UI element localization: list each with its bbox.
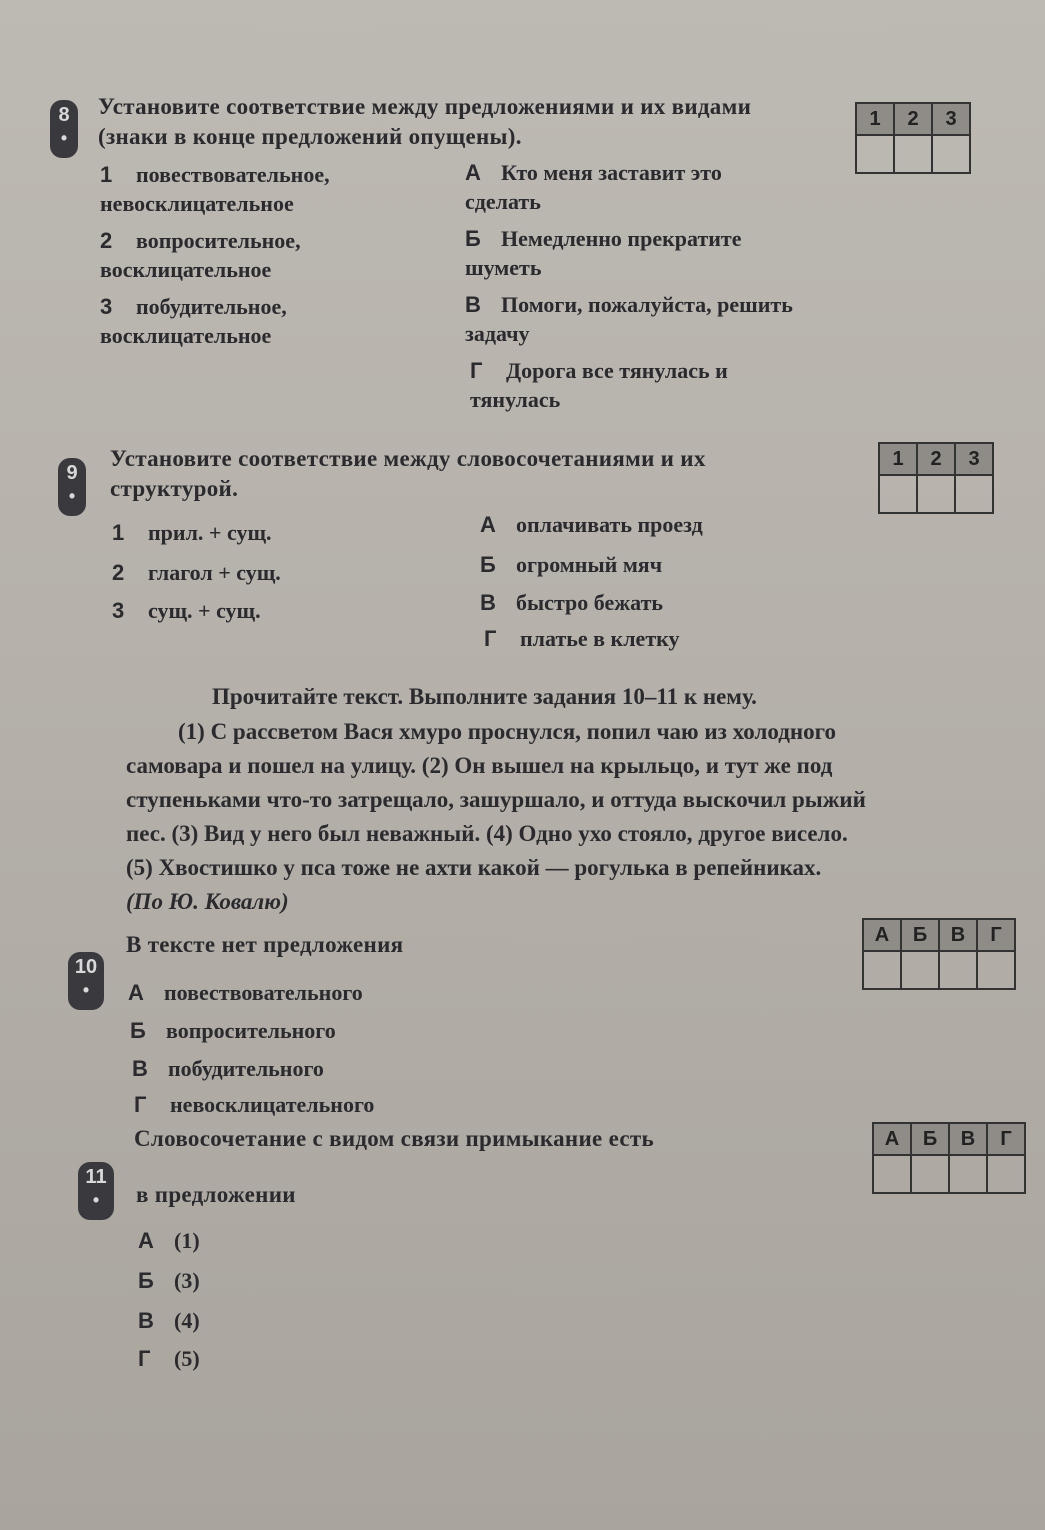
answer-cell[interactable] xyxy=(917,475,955,513)
answer-cell[interactable] xyxy=(911,1155,949,1193)
task-9-structure-2: 2 глагол + сущ. xyxy=(112,560,281,585)
answer-cell[interactable] xyxy=(977,951,1015,989)
task-9-phrase-a: А оплачивать проезд xyxy=(480,512,703,537)
answer-cell[interactable] xyxy=(939,951,977,989)
dot-icon: • xyxy=(68,486,76,506)
task-9-phrase-b: Б огромный мяч xyxy=(480,552,663,577)
grid-header: 1 xyxy=(856,103,894,135)
task-8-sentence-g: Г Дорога все тянулась и тянулась xyxy=(470,358,728,412)
task-8-badge xyxy=(50,100,78,158)
task-8-question: Установите соответствие между предложениями и их видами (знаки в конце предложений опущены). xyxy=(98,94,752,149)
grid-header: Б xyxy=(911,1123,949,1155)
grid-header: А xyxy=(873,1123,911,1155)
task-8-answer-grid xyxy=(855,102,971,174)
task-11-number: 11 xyxy=(85,1166,107,1188)
task-11-option-a[interactable]: А (1) xyxy=(138,1228,200,1253)
task-9-number: 9 xyxy=(66,462,78,484)
grid-header: Г xyxy=(977,919,1015,951)
task-11-question-line-2: в предложении xyxy=(136,1182,296,1207)
task-10-option-a[interactable]: А повествовательного xyxy=(128,980,363,1005)
reading-line-4: пес. (3) Вид у него был неважный. (4) Одно ухо стояло, другое висело. xyxy=(126,821,848,846)
dot-icon: • xyxy=(82,980,90,1000)
task-8-sentence-a: А Кто меня заставит это сделать xyxy=(465,160,722,214)
grid-header: А xyxy=(863,919,901,951)
task-9-phrase-g: Г платье в клетку xyxy=(484,626,680,651)
grid-header: 2 xyxy=(917,443,955,475)
task-8-sentence-v: В Помоги, пожалуйста, решить задачу xyxy=(465,292,793,346)
task-8-sentence-b: Б Немедленно прекратите шуметь xyxy=(465,226,742,280)
grid-header: 3 xyxy=(932,103,970,135)
grid-header: 1 xyxy=(879,443,917,475)
task-8-type-2: 2 вопросительное, восклицательное xyxy=(100,228,301,282)
task-9-badge xyxy=(58,458,86,516)
grid-header: В xyxy=(939,919,977,951)
task-11-answer-grid xyxy=(872,1122,1026,1194)
reading-line-2: самовара и пошел на улицу. (2) Он вышел на крыльцо, и тут же под xyxy=(126,753,833,778)
answer-cell[interactable] xyxy=(894,135,932,173)
task-11-option-v[interactable]: В (4) xyxy=(138,1308,200,1333)
task-11-option-g[interactable]: Г (5) xyxy=(138,1346,200,1371)
task-8-type-1: 1 повествовательное, невосклицательное xyxy=(100,162,330,216)
grid-header: Б xyxy=(901,919,939,951)
answer-cell[interactable] xyxy=(949,1155,987,1193)
dot-icon: • xyxy=(92,1190,100,1210)
task-9-structure-3: 3 сущ. + сущ. xyxy=(112,598,261,623)
dot-icon: • xyxy=(60,128,68,148)
task-11-option-b[interactable]: Б (3) xyxy=(138,1268,200,1293)
task-9-answer-grid xyxy=(878,442,994,514)
task-10-question: В тексте нет предложения xyxy=(126,932,404,957)
grid-header: В xyxy=(949,1123,987,1155)
reading-author: (По Ю. Ковалю) xyxy=(126,889,289,914)
task-9-question: Установите соответствие между словосочетаниями и их структурой. xyxy=(110,446,706,501)
task-9-structure-1: 1 прил. + сущ. xyxy=(112,520,272,545)
answer-cell[interactable] xyxy=(856,135,894,173)
grid-header: 3 xyxy=(955,443,993,475)
task-10-option-b[interactable]: Б вопросительного xyxy=(130,1018,336,1043)
task-10-option-g[interactable]: Г невосклицательного xyxy=(134,1092,375,1117)
answer-cell[interactable] xyxy=(987,1155,1025,1193)
task-10-option-v[interactable]: В побудительного xyxy=(132,1056,324,1081)
answer-cell[interactable] xyxy=(873,1155,911,1193)
task-11-badge xyxy=(78,1162,114,1220)
reading-line-5: (5) Хвостишко у пса тоже не ахти какой — рогулька в репейниках. xyxy=(126,855,822,880)
task-9-phrase-v: В быстро бежать xyxy=(480,590,664,615)
task-10-answer-grid xyxy=(862,918,1016,990)
grid-header: 2 xyxy=(894,103,932,135)
reading-line-1: (1) С рассветом Вася хмуро проснулся, попил чаю из холодного xyxy=(178,719,836,744)
reading-heading: Прочитайте текст. Выполните задания 10–11 к нему. xyxy=(212,684,757,709)
answer-cell[interactable] xyxy=(932,135,970,173)
task-10-badge xyxy=(68,952,104,1010)
answer-cell[interactable] xyxy=(879,475,917,513)
answer-cell[interactable] xyxy=(901,951,939,989)
task-8-type-3: 3 побудительное, восклицательное xyxy=(100,294,287,348)
answer-cell[interactable] xyxy=(955,475,993,513)
grid-header: Г xyxy=(987,1123,1025,1155)
task-8-number: 8 xyxy=(58,104,70,126)
reading-line-3: ступеньками что-то затрещало, зашуршало, и оттуда выскочил рыжий xyxy=(126,787,866,812)
task-11-question-line-1: Словосочетание с видом связи примыкание есть xyxy=(134,1126,654,1151)
task-10-number: 10 xyxy=(74,956,98,978)
answer-cell[interactable] xyxy=(863,951,901,989)
